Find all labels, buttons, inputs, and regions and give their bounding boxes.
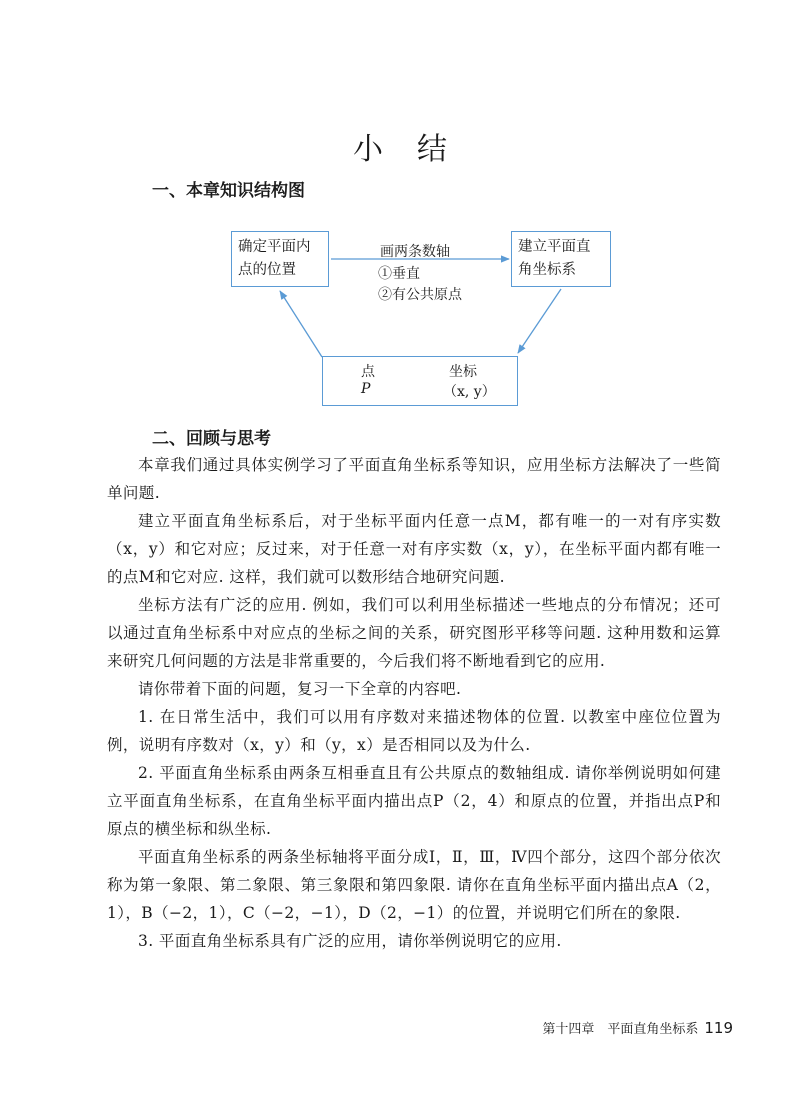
diagram-condition-common-origin: ②有公共原点 (378, 287, 462, 303)
review-paragraph: 请你带着下面的问题，复习一下全章的内容吧. (138, 680, 462, 698)
diagram-coordinate-label: 坐标 (449, 364, 477, 380)
arrow-system-to-coords (518, 289, 561, 353)
page-number: 119 (704, 1019, 733, 1037)
diagram-point-variable: P (361, 381, 371, 397)
review-paragraph: 坐标方法有广泛的应用. 例如，我们可以利用坐标描述一些地点的分布情况；还可以通过直角坐标系中对应点的坐标之间的关系，研究图形平移等问题. 这种用数和运算来研究几何问题的方法是非常重要的，今后我们将不断地看到它的应用. (107, 596, 721, 670)
page-title: 小结 (353, 132, 481, 168)
review-question: 1. 在日常生活中，我们可以用有序数对来描述物体的位置. 以教室中座位位置为例，说明有序数对（x，y）和（y，x）是否相同以及为什么. (107, 708, 721, 754)
diagram-coordinate-variable: （x, y） (443, 384, 496, 400)
review-paragraph: 平面直角坐标系的两条坐标轴将平面分成Ⅰ，Ⅱ，Ⅲ，Ⅳ四个部分，这四个部分依次称为第一象限、第二象限、第三象限和第四象限. 请你在直角坐标平面内描出点A（2，1），B（−2，1），C（−2，−1），D（2，−1）的位置，并说明它们所在的象限. (107, 848, 721, 922)
section-heading-review: 二、回顾与思考 (152, 429, 271, 449)
diagram-condition-perpendicular: ①垂直 (378, 266, 420, 282)
arrow-coords-to-position (280, 291, 322, 357)
diagram-box-determine-position: 确定平面内点的位置 (231, 231, 329, 287)
review-paragraph: 本章我们通过具体实例学习了平面直角坐标系等知识，应用坐标方法解决了一些简单问题. (107, 456, 721, 502)
review-question: 3. 平面直角坐标系具有广泛的应用，请你举例说明它的应用. (138, 932, 562, 950)
section-heading-knowledge-map: 一、本章知识结构图 (152, 181, 305, 201)
review-paragraph: 建立平面直角坐标系后，对于坐标平面内任意一点M，都有唯一的一对有序实数（x，y）和它对应；反过来，对于任意一对有序实数（x，y），在坐标平面内都有唯一的点M和它对应. 这样，我们就可以数形结合地研究问题. (107, 512, 721, 586)
diagram-box-build-coordinate-system: 建立平面直角坐标系 (511, 231, 611, 287)
page-footer (542, 1018, 733, 1037)
diagram-point-label: 点 (361, 364, 375, 380)
footer-chapter: 第十四章 平面直角坐标系 (542, 1022, 699, 1037)
diagram-arrow-label: 画两条数轴 (380, 244, 450, 260)
review-question: 2. 平面直角坐标系由两条互相垂直且有公共原点的数轴组成. 请你举例说明如何建立平面直角坐标系，在直角坐标平面内描出点P（2，4）和原点的位置，并指出点P和原点的横坐标和纵坐标. (107, 764, 721, 838)
